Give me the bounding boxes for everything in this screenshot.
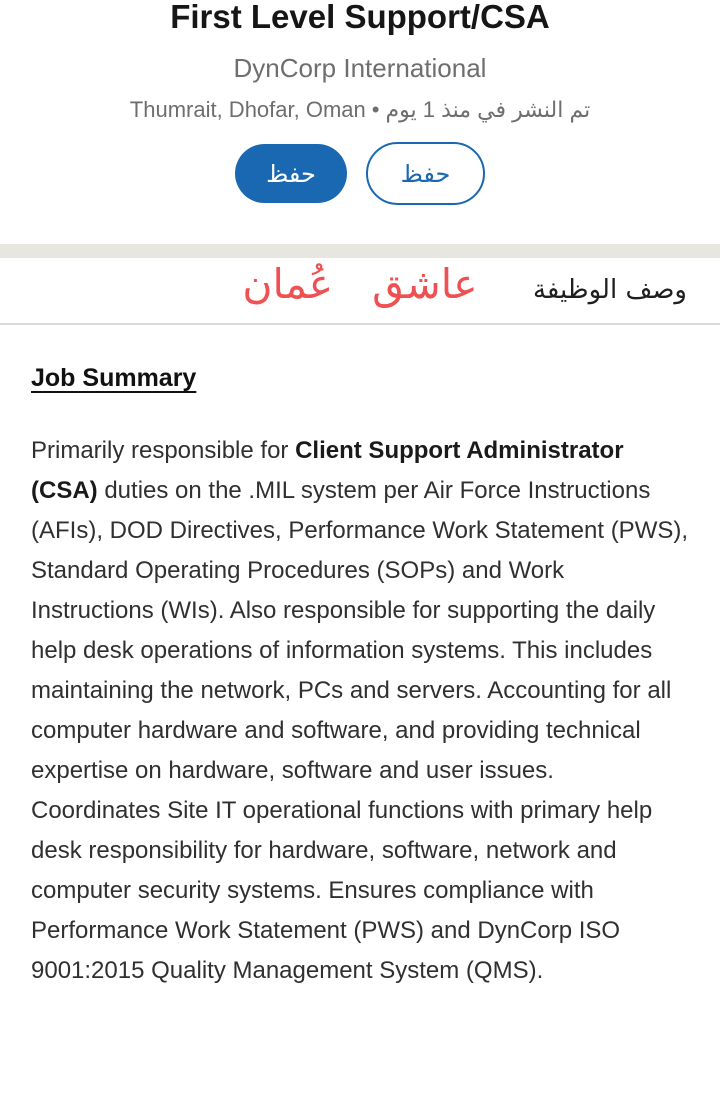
job-title: First Level Support/CSA — [170, 0, 550, 35]
save-button-primary[interactable]: حفظ — [235, 144, 347, 203]
company-name: DynCorp International — [233, 53, 487, 83]
paragraph-bold-text: Client Support Administrator (CSA) — [31, 437, 624, 504]
job-summary-paragraph — [31, 431, 689, 991]
job-meta-line — [0, 95, 720, 125]
watermark-text: عاشق عُمان — [242, 260, 478, 308]
job-description-label: وصف الوظيفة — [532, 275, 687, 305]
job-summary-heading: Job Summary — [31, 364, 197, 392]
section-header-bar — [0, 258, 720, 325]
job-description-content — [0, 325, 720, 991]
job-location: Thumrait, Dhofar, Oman — [129, 97, 366, 122]
meta-separator-dot: • — [371, 97, 380, 122]
paragraph-body-text: duties on the .MIL system per Air Force Instructions (AFIs), DOD Directives, Performance Work Statement (PWS), Standard Operating Procedures (SOPs) and Work Instructions (WIs). Also responsible for supporting the daily help desk operations of information systems. This includes maintaining the network, PCs and servers. Accounting for all computer hardware and software, and providing technical expertise on hardware, software and user issues. Coordinates Site IT operational functions with primary help desk responsibility for hardware, software, network and computer security systems. Ensures compliance with Performance Work Statement (PWS) and DynCorp ISO 9001:2015 Quality Management System (QMS). — [31, 477, 689, 984]
paragraph-intro-text: Primarily responsible for — [31, 437, 296, 464]
save-button-secondary[interactable]: حفظ — [366, 142, 485, 205]
section-divider-band — [0, 244, 720, 258]
action-buttons-row — [0, 142, 720, 205]
posted-time-text: تم النشر في منذ 1 يوم — [385, 97, 591, 122]
job-header — [0, 0, 720, 244]
